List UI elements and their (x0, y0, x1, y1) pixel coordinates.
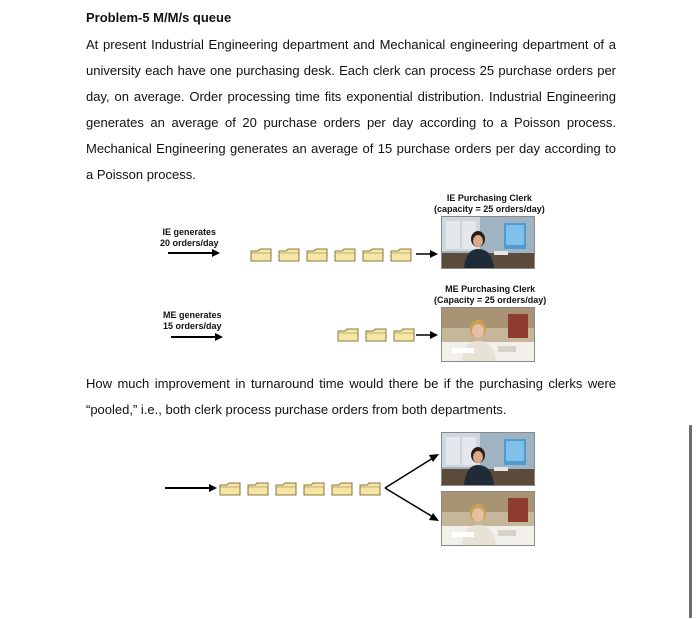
ie-service-arrow-icon (416, 249, 438, 259)
clerk-photo-icon (442, 492, 534, 545)
vertical-scrollbar[interactable] (689, 425, 692, 618)
me-arrival-arrow-icon (171, 332, 223, 342)
ie-clerk-label: IE Purchasing Clerk (capacity = 25 orders/day) (434, 193, 545, 214)
pooling-question: How much improvement in turnaround time would there be if the purchasing clerks were “pooled,” i.e., both clerk process purchase orders from both departments. (86, 376, 616, 417)
purchase-order-folder-icon (337, 328, 359, 342)
purchase-order-folder-icon (331, 482, 353, 496)
pooled-arrival-arrow-icon (165, 483, 217, 493)
purchase-order-folder-icon (247, 482, 269, 496)
purchase-order-folder-icon (275, 482, 297, 496)
pooled-clerk-photo-2 (441, 491, 535, 546)
ie-arrival-arrow-icon (168, 248, 220, 258)
clerk-photo-icon (442, 308, 534, 361)
purchase-order-folder-icon (306, 248, 328, 262)
purchase-order-folder-icon (390, 248, 412, 262)
purchase-order-folder-icon (334, 248, 356, 262)
me-service-arrow-icon (416, 330, 438, 340)
purchase-order-folder-icon (219, 482, 241, 496)
split-arrows-icon (383, 453, 441, 523)
clerk-photo-icon (442, 433, 534, 485)
purchase-order-folder-icon (359, 482, 381, 496)
me-clerk-label: ME Purchasing Clerk (Capacity = 25 orders/day) (434, 284, 547, 305)
problem-description: At present Industrial Engineering department and Mechanical engineering department of a university each have one purchasing desk. Each clerk can process 25 purchase orders per day, on average. Order processing time fits exponential distribution. Industrial Engineering generates an average of 20 purchase orders per day according to a Poisson process. Mechanical Engineering generates an average of 15 purchase orders per day according to a Poisson process. (86, 37, 616, 182)
ie-clerk-photo (441, 216, 535, 269)
me-clerk-photo (441, 307, 535, 362)
purchase-order-folder-icon (278, 248, 300, 262)
purchase-order-folder-icon (365, 328, 387, 342)
purchase-order-folder-icon (303, 482, 325, 496)
purchase-order-folder-icon (250, 248, 272, 262)
pooled-clerk-photo-1 (441, 432, 535, 486)
problem-title: Problem-5 M/M/s queue (86, 10, 232, 25)
me-source-label: ME generates 15 orders/day (163, 310, 222, 331)
ie-source-label: IE generates 20 orders/day (160, 227, 219, 248)
purchase-order-folder-icon (362, 248, 384, 262)
clerk-photo-icon (442, 217, 534, 268)
purchase-order-folder-icon (393, 328, 415, 342)
